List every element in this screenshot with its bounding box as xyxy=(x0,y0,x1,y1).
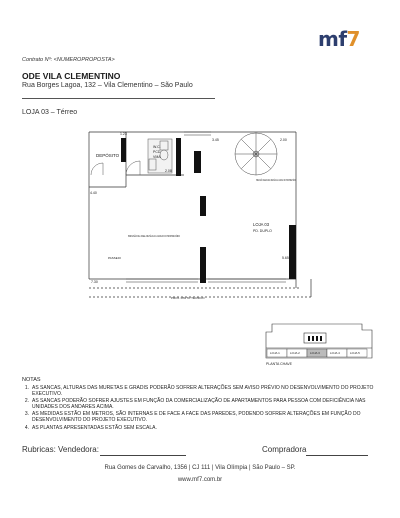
key-plan xyxy=(262,318,380,370)
unit-label: LOJA 03 – Térreo xyxy=(22,109,78,116)
key-plan-label: PLANTA CHAVE xyxy=(266,362,292,366)
contract-label: Contrato Nº: xyxy=(22,57,53,63)
note-item xyxy=(22,398,378,410)
dimension-5: 4.40 xyxy=(90,191,97,195)
dimension-4: 2.00 xyxy=(280,138,287,142)
notes-list xyxy=(22,385,378,432)
key-loja-2: LOJA 2 xyxy=(290,351,300,355)
label-deposito: DEPÓSITO xyxy=(96,153,120,158)
note-item xyxy=(22,411,378,423)
compradora-label: Compradora xyxy=(262,445,307,454)
company-logo xyxy=(318,27,360,51)
footer-website: www.mf7.com.br xyxy=(177,477,223,483)
contract-number xyxy=(22,57,115,63)
label-pd: PD. DUPLO xyxy=(253,229,272,233)
note-text: AS PLANTAS APRESENTADAS ESTÃO SEM ESCALA. xyxy=(32,424,157,431)
label-wc3: VMA xyxy=(153,155,161,159)
label-wc1: W.C. xyxy=(153,145,161,149)
label-janela: PREVISÃO DE JANEL METÁLICA A CARGO DO PROPRIETÁRIO xyxy=(128,234,212,238)
dimension-3: 3.45 xyxy=(212,138,219,142)
header-divider xyxy=(22,98,215,99)
logo-main-text: mf xyxy=(318,27,347,51)
note-text: AS SANCAS PODERÃO SOFRER AJUSTES EM FUNÇÃO DA COMERCIALIZAÇÃO DE APARTAMENTOS PARA PESSOA COM DEFICIÊNCIA NAS UNIDADES DOS ANDARES ACIMA. xyxy=(32,398,366,411)
compradora-signature-line xyxy=(306,455,368,456)
dimension-1: 7.30 xyxy=(91,280,98,284)
floor-plan xyxy=(86,129,342,305)
note-number: 3. xyxy=(24,411,30,418)
notes-heading: NOTAS xyxy=(22,377,41,383)
note-number: 4. xyxy=(24,424,30,431)
note-number: 2. xyxy=(24,398,30,405)
footer-address: Rua Gomes de Carvalho, 1356 | CJ 111 | Vila Olímpia | São Paulo – SP. xyxy=(104,465,296,471)
dimension-6: 2.08 xyxy=(165,169,172,173)
key-loja-4: LOJA 4 xyxy=(330,351,340,355)
key-loja-3: LOJA 3 xyxy=(310,351,320,355)
vendedora-signature-line xyxy=(100,455,186,456)
note-text: AS SANCAS, ALTURAS DAS MURETAS E GRADIS PODERÃO SOFRER ALTERAÇÕES SEM AVISO PRÉVIO NO DESENVOLVIMENTO DO PROJETO EXECUTIVO. xyxy=(32,385,374,397)
rubricas-vendedora-label: Rubricas: Vendedora: xyxy=(22,445,99,454)
dimension-2: 1.23 xyxy=(120,132,127,136)
project-title: ODE VILA CLEMENTINO xyxy=(22,71,121,81)
dimension-7: 5.65 xyxy=(282,256,289,260)
label-passeio: PASSEIO xyxy=(108,256,121,260)
label-escada: PREVISÃO DE ESCADA METÁLICA A CARGO DO PROPRIETÁRIO xyxy=(256,178,342,182)
note-item xyxy=(22,385,378,397)
key-loja-5: LOJA 5 xyxy=(350,351,360,355)
project-address: Rua Borges Lagoa, 132 – Vila Clementino – São Paulo xyxy=(22,82,193,89)
label-wc2: PCD xyxy=(153,150,161,154)
key-loja-1: LOJA 1 xyxy=(270,351,280,355)
label-loja: LOJA 03 xyxy=(253,222,270,227)
logo-accent-text: 7 xyxy=(346,27,360,51)
contract-value: <NUMEROPROPOSTA> xyxy=(53,57,115,63)
note-item xyxy=(22,425,378,431)
label-projecao: PROJ. PAVTO TÉCNICO xyxy=(171,296,205,300)
spiral-stair xyxy=(235,133,277,175)
note-number: 1. xyxy=(24,385,30,391)
note-text: AS MEDIDAS ESTÃO EM METROS, SÃO INTERNAS E DE FACE A FACE DAS PAREDES, PODENDO SOFRER ALTERAÇÕES EM FUNÇÃO DO DESENVOLVIMENTO DO PROJETO EXECUTIVO. xyxy=(32,411,361,424)
